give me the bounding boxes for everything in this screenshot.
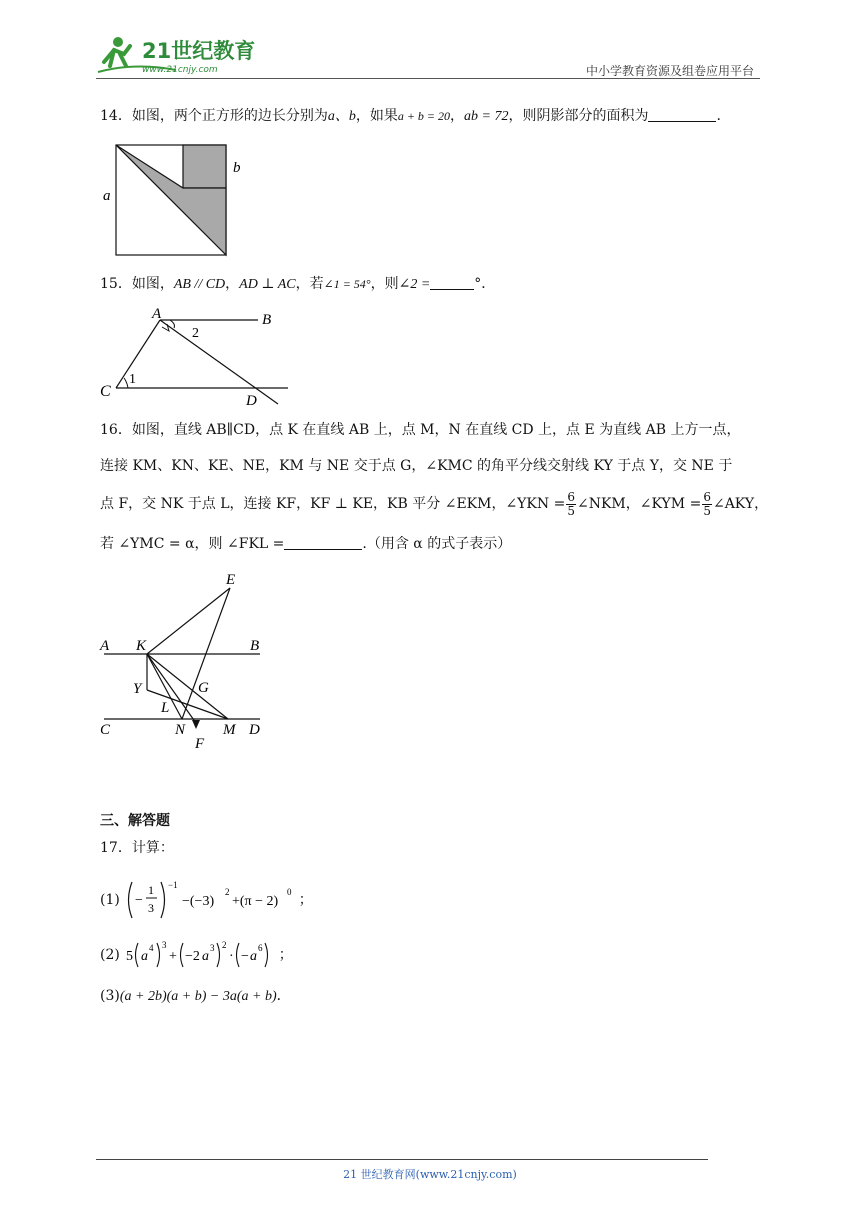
svg-text:A: A bbox=[100, 638, 110, 654]
math-expression-1 bbox=[124, 880, 294, 920]
svg-text:N: N bbox=[175, 722, 186, 738]
question-16-line-2: 连接 KM、KN、KE、NE，KM 与 NE 交于点 G，∠KMC 的角平分线交射线 KY 于点 Y，交 NE 于 bbox=[100, 458, 733, 474]
svg-text:D: D bbox=[249, 722, 260, 738]
svg-text:3: 3 bbox=[148, 901, 155, 915]
svg-text:a: a bbox=[202, 949, 210, 964]
site-logo bbox=[96, 32, 266, 78]
question-15-text: 15．如图，AB // CD，AD ⊥ AC，若∠1 = 54°，则∠2 = °． bbox=[100, 276, 496, 292]
svg-text:4: 4 bbox=[149, 943, 154, 953]
question-16-line-3: 点 F，交 NK 于点 L，连接 KF，KF ⊥ KE，KB 平分 ∠EKM，∠YKN = $\frac{6}{5}$ ∠NKM，∠KYM = $\frac{6}{5}$ ∠AKY， bbox=[100, 489, 769, 518]
svg-text:1: 1 bbox=[148, 883, 155, 897]
question-17-part-3: (3)(a + 2b)(a + b) − 3a(a + b)． bbox=[100, 988, 291, 1004]
svg-text:21世纪教育: 21世纪教育 bbox=[142, 39, 256, 63]
svg-text:C: C bbox=[100, 383, 111, 400]
section-title: 三、解答题 bbox=[100, 813, 170, 829]
svg-text:·: · bbox=[229, 949, 234, 964]
svg-text:F: F bbox=[195, 736, 205, 752]
svg-text:−1: −1 bbox=[168, 880, 178, 890]
answer-blank[interactable] bbox=[284, 535, 362, 550]
question-14-text: 14．如图，两个正方形的边长分别为a、b，如果a + b = 20，ab = 72，则阴影部分的面积为 . bbox=[100, 108, 721, 124]
svg-text:G: G bbox=[198, 680, 209, 696]
svg-text:2: 2 bbox=[225, 887, 230, 897]
svg-text:B: B bbox=[250, 638, 260, 654]
question-17-part-1: (1) − 1 3 −1 −(−3) 2 +(π − 2) 0 ； bbox=[100, 880, 313, 920]
svg-text:C: C bbox=[100, 722, 111, 738]
svg-text:B: B bbox=[262, 312, 272, 328]
fraction-6-5: $\frac{6}{5}$ bbox=[567, 489, 575, 518]
fraction-6-5: $\frac{6}{5}$ bbox=[703, 489, 711, 518]
svg-text:2: 2 bbox=[192, 326, 199, 341]
svg-text:L: L bbox=[161, 700, 170, 716]
header-divider bbox=[96, 78, 760, 79]
svg-text:www.21cnjy.com: www.21cnjy.com bbox=[142, 65, 218, 75]
svg-text:−(−3): −(−3) bbox=[182, 894, 215, 909]
question-15-figure bbox=[98, 300, 298, 410]
svg-text:A: A bbox=[152, 306, 162, 322]
svg-text:a: a bbox=[103, 188, 111, 204]
svg-text:5: 5 bbox=[126, 949, 134, 964]
footer-link[interactable]: 21 世纪教育网(www.21cnjy.com) bbox=[343, 1168, 517, 1181]
svg-text:2: 2 bbox=[222, 940, 227, 950]
math-expression-2 bbox=[124, 940, 274, 970]
svg-text:−: − bbox=[241, 949, 250, 964]
svg-text:3: 3 bbox=[162, 940, 167, 950]
svg-text:D: D bbox=[246, 393, 257, 409]
svg-text:3: 3 bbox=[210, 943, 215, 953]
svg-text:1: 1 bbox=[129, 372, 136, 387]
question-16-line-4: 若 ∠YMC = α，则 ∠FKL = .（用含 α 的式子表示） bbox=[100, 536, 512, 552]
svg-text:b: b bbox=[233, 160, 241, 176]
question-17-part-2: (2) 5 a 4 3 + −2 a 3 2 · − a 6 ； bbox=[100, 940, 293, 970]
question-16-line-1: 16．如图，直线 AB∥CD，点 K 在直线 AB 上，点 M，N 在直线 CD 上，点 E 为直线 AB 上方一点， bbox=[100, 422, 741, 438]
svg-text:M: M bbox=[223, 722, 236, 738]
svg-text:Y: Y bbox=[133, 681, 142, 697]
svg-text:E: E bbox=[226, 572, 236, 588]
question-17-title: 17．计算： bbox=[100, 840, 174, 856]
runner-logo-icon bbox=[96, 32, 266, 78]
answer-blank[interactable] bbox=[648, 107, 716, 122]
svg-text:6: 6 bbox=[258, 943, 263, 953]
svg-text:K: K bbox=[136, 638, 147, 654]
svg-text:a: a bbox=[141, 949, 149, 964]
svg-text:0: 0 bbox=[287, 887, 292, 897]
footer-divider bbox=[96, 1159, 708, 1160]
svg-text:+: + bbox=[169, 949, 178, 964]
svg-text:+(π − 2): +(π − 2) bbox=[232, 894, 279, 909]
svg-text:−: − bbox=[135, 893, 144, 908]
question-16-figure bbox=[98, 568, 278, 753]
svg-text:−2: −2 bbox=[185, 949, 201, 964]
answer-blank[interactable] bbox=[430, 275, 474, 290]
header-platform-text: 中小学教育资源及组卷应用平台 bbox=[585, 64, 754, 78]
question-14-figure bbox=[100, 140, 260, 260]
svg-text:a: a bbox=[250, 949, 258, 964]
